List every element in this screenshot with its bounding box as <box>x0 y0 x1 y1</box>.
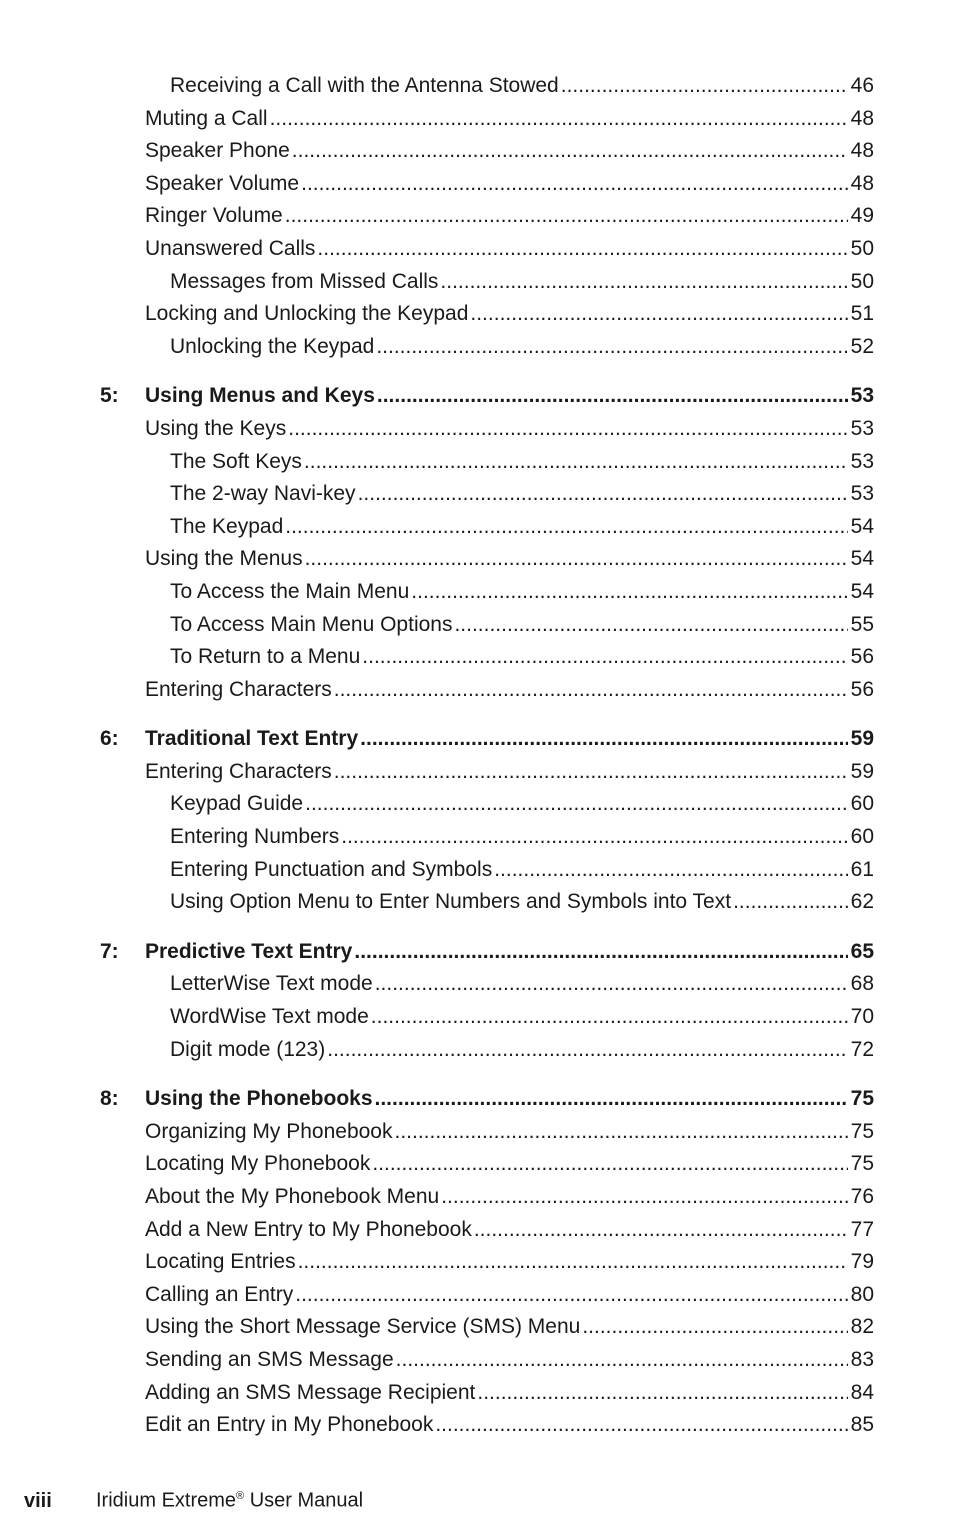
toc-page-number: 60 <box>850 792 874 816</box>
toc-title: Predictive Text Entry <box>145 939 353 963</box>
toc-entry <box>0 1246 975 1279</box>
toc-page-number: 56 <box>850 645 874 669</box>
toc-title: Traditional Text Entry <box>145 727 359 751</box>
toc-page-number: 84 <box>850 1380 874 1404</box>
toc-line <box>170 788 874 820</box>
toc-page-number: 82 <box>850 1315 874 1339</box>
toc-page-number: 50 <box>850 236 874 260</box>
toc-line <box>170 70 874 102</box>
toc-page-number: 59 <box>850 759 874 783</box>
toc-title: Entering Numbers <box>170 825 340 849</box>
dot-leader <box>377 380 848 412</box>
toc-entry <box>0 1377 975 1410</box>
toc-page-number: 49 <box>850 204 874 228</box>
toc-line <box>170 331 874 363</box>
toc-page-number: 75 <box>850 1152 874 1176</box>
toc-entry <box>0 968 975 1001</box>
chapter-number: 7: <box>100 939 119 963</box>
toc-line <box>170 968 874 1000</box>
toc-line <box>170 1034 874 1066</box>
toc-title: WordWise Text mode <box>170 1005 369 1029</box>
toc-entry <box>0 1116 975 1149</box>
toc-page-number: 80 <box>850 1282 874 1306</box>
dot-leader <box>561 70 848 102</box>
toc-title: Using Menus and Keys <box>145 384 375 408</box>
toc-title: Receiving a Call with the Antenna Stowed <box>170 74 559 97</box>
toc-line <box>170 511 874 543</box>
toc-line <box>145 1148 874 1180</box>
toc-entry <box>0 266 975 299</box>
toc-chapter <box>0 380 975 413</box>
toc-entry <box>0 609 975 642</box>
dot-leader <box>292 135 848 167</box>
footer-manual-title: Iridium Extreme <box>96 1489 237 1512</box>
toc-line <box>170 641 874 673</box>
toc-page-number: 77 <box>850 1217 874 1241</box>
dot-leader <box>327 1034 847 1066</box>
toc-entry <box>0 298 975 331</box>
dot-leader <box>454 609 847 641</box>
toc-entry <box>0 788 975 821</box>
toc-chapter <box>0 723 975 756</box>
toc-page-number: 53 <box>850 482 874 506</box>
toc-title: Using the Keys <box>145 416 287 440</box>
dot-leader <box>301 168 848 200</box>
toc-page-number: 50 <box>850 269 874 293</box>
dot-leader <box>334 756 848 788</box>
toc-entry <box>0 576 975 609</box>
registered-mark: ® <box>236 1490 245 1502</box>
toc-line <box>145 1116 874 1148</box>
toc-line <box>145 200 874 232</box>
toc-line <box>145 936 874 968</box>
dot-leader <box>295 1279 847 1311</box>
dot-leader <box>396 1344 848 1376</box>
toc-title: Edit an Entry in My Phonebook <box>145 1413 434 1437</box>
toc-page-number: 59 <box>850 727 874 751</box>
toc-title: Speaker Phone <box>145 139 290 163</box>
toc-line <box>145 543 874 575</box>
dot-leader <box>494 854 847 886</box>
dot-leader <box>411 576 847 608</box>
dot-leader <box>270 103 848 135</box>
toc-title: The Soft Keys <box>170 449 302 473</box>
toc-page-number: 55 <box>850 612 874 636</box>
toc-page-number: 68 <box>850 972 874 996</box>
dot-leader <box>305 788 848 820</box>
toc-title: Messages from Missed Calls <box>170 269 439 293</box>
toc-line <box>170 266 874 298</box>
toc-line <box>170 886 874 918</box>
toc-title: Entering Punctuation and Symbols <box>170 857 493 881</box>
toc-title: Sending an SMS Message <box>145 1347 394 1371</box>
toc-title: Speaker Volume <box>145 171 300 195</box>
toc-page-number: 46 <box>850 74 874 97</box>
dot-leader <box>376 331 847 363</box>
dot-leader <box>474 1214 848 1246</box>
dot-leader <box>375 1083 848 1115</box>
toc-title: The Keypad <box>170 514 284 538</box>
toc-entry <box>0 821 975 854</box>
toc-line <box>145 103 874 135</box>
toc-line <box>170 854 874 886</box>
toc-line <box>145 380 874 412</box>
dot-leader <box>360 723 847 755</box>
dot-leader <box>285 511 847 543</box>
toc-page-number: 70 <box>850 1005 874 1029</box>
toc-title: Using Option Menu to Enter Numbers and Symbols into Text <box>170 890 732 914</box>
toc-entry <box>0 446 975 479</box>
toc-entry <box>0 1409 975 1442</box>
toc-entry <box>0 413 975 446</box>
toc-entry <box>0 756 975 789</box>
toc-title: Digit mode (123) <box>170 1037 326 1061</box>
toc-page-number: 85 <box>850 1413 874 1437</box>
toc-page-number: 62 <box>850 890 874 914</box>
page-footer <box>24 1481 363 1516</box>
toc-entry <box>0 543 975 576</box>
toc-page-number: 48 <box>850 139 874 163</box>
toc-title: LetterWise Text mode <box>170 972 373 996</box>
toc-title: Using the Short Message Service (SMS) Menu <box>145 1315 581 1339</box>
dot-leader <box>435 1409 847 1441</box>
toc-title: To Return to a Menu <box>170 645 361 669</box>
toc-page-number: 65 <box>850 939 874 963</box>
toc-line <box>145 135 874 167</box>
toc-page-number: 51 <box>850 302 874 326</box>
toc-page-number: 54 <box>850 579 874 603</box>
toc-line <box>170 1001 874 1033</box>
toc-title: Calling an Entry <box>145 1282 294 1306</box>
toc-page-number: 52 <box>850 334 874 358</box>
toc-title: Locking and Unlocking the Keypad <box>145 302 469 326</box>
toc-line <box>145 674 874 706</box>
dot-leader <box>470 298 847 330</box>
dot-leader <box>317 233 847 265</box>
toc-title: Locating My Phonebook <box>145 1152 371 1176</box>
chapter-number: 8: <box>100 1087 119 1111</box>
dot-leader <box>354 936 847 968</box>
toc-title: Unlocking the Keypad <box>170 334 375 358</box>
toc-title: Using the Menus <box>145 547 303 571</box>
toc-entry <box>0 331 975 364</box>
toc-page-number: 83 <box>850 1347 874 1371</box>
toc-line <box>145 756 874 788</box>
toc-page-number: 79 <box>850 1250 874 1274</box>
toc-line <box>170 609 874 641</box>
toc-line <box>145 1214 874 1246</box>
dot-leader <box>372 1148 847 1180</box>
chapter-number: 6: <box>100 727 119 751</box>
toc-line <box>145 723 874 755</box>
toc-title: Using the Phonebooks <box>145 1087 373 1111</box>
toc-line <box>145 1311 874 1343</box>
toc-line <box>145 1083 874 1115</box>
toc-title: Muting a Call <box>145 106 268 130</box>
toc-title: To Access Main Menu Options <box>170 612 453 636</box>
toc-title: Locating Entries <box>145 1250 296 1274</box>
toc-entry <box>0 478 975 511</box>
footer-manual-suffix: User Manual <box>244 1489 364 1512</box>
dot-leader <box>288 413 847 445</box>
toc-line <box>145 233 874 265</box>
toc-title: About the My Phonebook Menu <box>145 1185 440 1208</box>
dot-leader <box>477 1377 847 1409</box>
toc-title: Keypad Guide <box>170 792 304 816</box>
toc-entry <box>0 641 975 674</box>
dot-leader <box>298 1246 848 1278</box>
toc-entry <box>0 1311 975 1344</box>
toc-entry <box>0 1034 975 1067</box>
toc-entry <box>0 200 975 233</box>
toc-entry <box>0 1214 975 1247</box>
toc-entry <box>0 233 975 266</box>
toc-line <box>170 446 874 478</box>
dot-leader <box>440 266 847 298</box>
toc-line <box>145 1409 874 1441</box>
toc-page-number: 75 <box>850 1087 874 1111</box>
toc-page-number: 61 <box>850 857 874 881</box>
dot-leader <box>285 200 848 232</box>
toc-entry <box>0 168 975 201</box>
toc-entry <box>0 1279 975 1312</box>
toc-title: Organizing My Phonebook <box>145 1119 393 1143</box>
toc-line <box>145 1246 874 1278</box>
toc-line <box>145 1279 874 1311</box>
dot-leader <box>733 886 848 918</box>
dot-leader <box>334 674 848 706</box>
toc-title: Unanswered Calls <box>145 236 316 260</box>
toc-line <box>170 576 874 608</box>
toc-chapter <box>0 936 975 969</box>
dot-leader <box>375 968 848 1000</box>
toc-entry <box>0 103 975 136</box>
table-of-contents <box>0 70 975 1442</box>
toc-page-number: 54 <box>850 514 874 538</box>
toc-page-number: 48 <box>850 171 874 195</box>
toc-line <box>170 478 874 510</box>
toc-page-number: 53 <box>850 384 874 408</box>
toc-line <box>145 168 874 200</box>
toc-entry <box>0 886 975 919</box>
toc-line <box>145 1181 874 1213</box>
toc-title: To Access the Main Menu <box>170 579 410 603</box>
toc-title: Entering Characters <box>145 677 332 701</box>
toc-line <box>170 821 874 853</box>
footer-page-number: viii <box>24 1489 52 1512</box>
toc-line <box>145 1344 874 1376</box>
toc-entry <box>0 70 975 103</box>
toc-page-number: 76 <box>850 1185 874 1208</box>
toc-line <box>145 413 874 445</box>
toc-page-number: 56 <box>850 677 874 701</box>
dot-leader <box>441 1181 847 1213</box>
dot-leader <box>394 1116 847 1148</box>
toc-chapter <box>0 1083 975 1116</box>
toc-page-number: 72 <box>850 1037 874 1061</box>
dot-leader <box>341 821 847 853</box>
toc-entry <box>0 511 975 544</box>
chapter-number: 5: <box>100 384 119 408</box>
dot-leader <box>582 1311 847 1343</box>
toc-line <box>145 298 874 330</box>
toc-entry <box>0 1148 975 1181</box>
toc-entry <box>0 1181 975 1214</box>
toc-page-number: 48 <box>850 106 874 130</box>
toc-title: Ringer Volume <box>145 204 283 228</box>
dot-leader <box>305 543 848 575</box>
toc-title: Entering Characters <box>145 759 332 783</box>
toc-entry <box>0 1001 975 1034</box>
toc-entry <box>0 1344 975 1377</box>
toc-entry <box>0 135 975 168</box>
dot-leader <box>304 446 848 478</box>
toc-title: The 2-way Navi-key <box>170 482 356 506</box>
toc-title: Add a New Entry to My Phonebook <box>145 1217 472 1241</box>
toc-title: Adding an SMS Message Recipient <box>145 1380 476 1404</box>
toc-page-number: 53 <box>850 416 874 440</box>
toc-page-number: 75 <box>850 1119 874 1143</box>
dot-leader <box>362 641 847 673</box>
dot-leader <box>358 478 848 510</box>
toc-page-number: 53 <box>850 449 874 473</box>
toc-page-number: 60 <box>850 825 874 849</box>
toc-entry <box>0 674 975 707</box>
toc-page-number: 54 <box>850 547 874 571</box>
toc-line <box>145 1377 874 1409</box>
dot-leader <box>371 1001 848 1033</box>
toc-entry <box>0 854 975 887</box>
